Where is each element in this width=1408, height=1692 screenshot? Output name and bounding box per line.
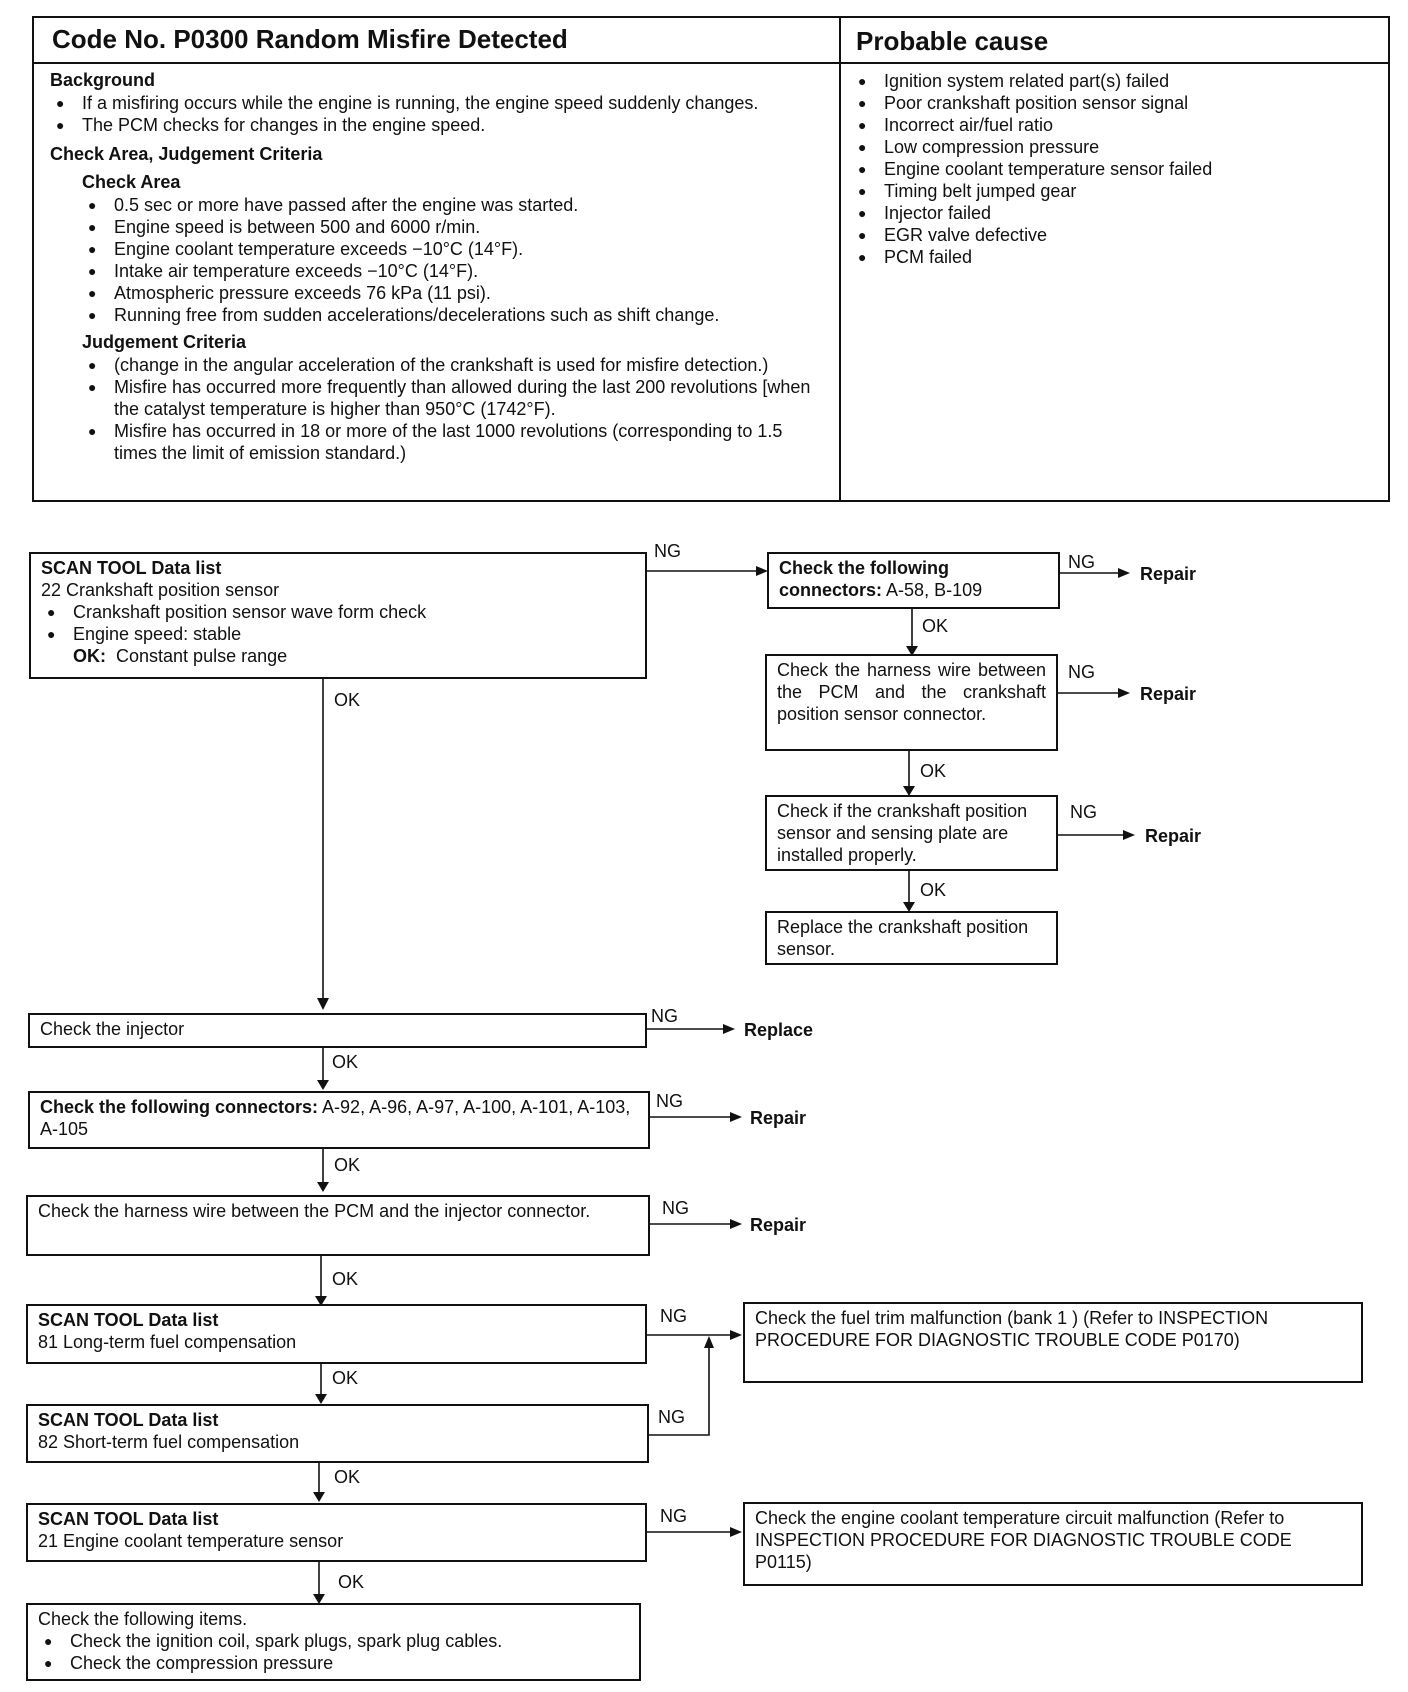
cause-item: ● Incorrect air/fuel ratio [852,114,1372,136]
arrowhead [315,1394,327,1404]
box-text: Check the engine coolant temperature circuit malfunction (Refer to INSPECTION PROCEDURE FOR DIAGNOSTIC TROUBLE CODE P0115) [755,1508,1292,1572]
ng-label: NG [662,1198,689,1218]
cause-item: ● EGR valve defective [852,224,1372,246]
arrowhead [317,1080,329,1090]
ok-label: OK [334,1467,361,1487]
ok-label: OK [332,1368,359,1388]
ng-label: NG [656,1091,683,1111]
box-text: Check the harness wire between the PCM and the crankshaft position sensor connector. [777,660,1046,724]
box-title: Check the following connectors: [40,1097,319,1117]
arrowhead [730,1112,742,1122]
box-text: Check the injector [40,1019,185,1039]
box-title: Check the following connectors: [779,558,950,600]
ng-label: NG [651,1006,678,1026]
judgement-item: ● Misfire has occurred more frequently than allowed during the last 200 revolutions [when the catalyst temperature is higher than 950°C (1742°F). [82,376,830,420]
scan-tool-coolant-box [26,1503,647,1562]
ng-label: NG [660,1506,687,1526]
check-bullet: ● Engine speed: stable [41,623,635,645]
final-item: ● Check the compression pressure [38,1652,629,1674]
box-text: Replace the crankshaft position sensor. [777,917,1029,959]
probable-cause-title: Probable cause [856,26,1049,56]
ok-label: OK [332,1269,359,1289]
scan-tool-long-term-box [26,1304,647,1364]
arrowhead [1118,568,1130,578]
ng-label: NG [1068,662,1095,682]
arrowhead [1123,830,1135,840]
judgement-item: ● Misfire has occurred in 18 or more of the last 1000 revolutions (corresponding to 1.5 times the limit of emission standard.) [82,420,830,464]
check-heading: Check Area, Judgement Criteria [50,144,323,164]
data-item: 81 Long-term fuel compensation [38,1332,297,1352]
cause-item: ● Low compression pressure [852,136,1372,158]
cause-item: ● Timing belt jumped gear [852,180,1372,202]
box-text: Check if the crankshaft position sensor and sensing plate are installed properly. [777,801,1028,865]
coolant-circuit-box [743,1502,1363,1586]
check-area-item: ● Intake air temperature exceeds −10°C (14°F). [82,260,830,282]
harness-check-box-1 [765,654,1058,751]
injector-check-box [28,1013,647,1048]
cause-item: ● PCM failed [852,246,1372,268]
sensor-install-check-box [765,795,1058,871]
ok-criterion: Constant pulse range [116,646,288,666]
repair-label: Repair [1145,826,1202,846]
fuel-trim-box [743,1302,1363,1383]
box-text: Check the harness wire between the PCM and the injector connector. [38,1201,591,1221]
arrowhead [1118,688,1130,698]
ok-label: OK [922,616,949,636]
check-area-heading: Check Area [82,172,181,192]
repair-label: Repair [750,1108,807,1128]
ng-label: NG [1068,552,1095,572]
judgement-heading: Judgement Criteria [82,332,247,352]
cause-item: ● Ignition system related part(s) failed [852,70,1372,92]
final-item: ● Check the ignition coil, spark plugs, spark plug cables. [38,1630,629,1652]
cause-item: ● Engine coolant temperature sensor failed [852,158,1372,180]
check-area-item: ● Engine speed is between 500 and 6000 r/min. [82,216,830,238]
cause-item: ● Poor crankshaft position sensor signal [852,92,1372,114]
box-title: SCAN TOOL Data list [38,1310,219,1330]
ng-label: NG [660,1306,687,1326]
judgement-item: ● (change in the angular acceleration of the crankshaft is used for misfire detection.) [82,354,830,376]
check-area-item: ● Atmospheric pressure exceeds 76 kPa (11 psi). [82,282,830,304]
ok-label: OK [332,1052,359,1072]
harness-check-box-2 [26,1195,650,1256]
box-text: Check the fuel trim malfunction (bank 1 ) (Refer to INSPECTION PROCEDURE FOR DIAGNOSTIC TROUBLE CODE P0170) [755,1308,1269,1350]
box-title: SCAN TOOL Data list [41,558,222,578]
background-heading: Background [50,70,156,90]
scan-tool-short-term-box [26,1404,649,1463]
code-title: Code No. P0300 Random Misfire Detected [52,24,568,54]
replace-sensor-box [765,911,1058,965]
ng-label: NG [654,541,681,561]
repair-label: Repair [750,1215,807,1235]
check-area-item: ● 0.5 sec or more have passed after the engine was started. [82,194,830,216]
arrowhead [317,998,329,1010]
ok-label: OK [920,880,947,900]
data-item: 22 Crankshaft position sensor [41,580,280,600]
repair-label: Repair [1140,564,1197,584]
ok-label: OK [334,1155,361,1175]
ng-label: NG [658,1407,685,1427]
arrowhead [730,1219,742,1229]
connector-list: A-58, B-109 [886,580,983,600]
repair-label: Repair [1140,684,1197,704]
background-item: ● The PCM checks for changes in the engine speed. [50,114,830,136]
box-title: SCAN TOOL Data list [38,1410,219,1430]
scan-tool-crankshaft-box [29,552,647,679]
check-area-item: ● Engine coolant temperature exceeds −10°C (14°F). [82,238,830,260]
ok-label: OK: [73,646,106,666]
arrowhead [704,1336,714,1348]
ok-label: OK [338,1572,365,1592]
connector-check-box-1 [767,552,1060,609]
ok-label: OK [334,690,361,710]
arrowhead [317,1182,329,1192]
replace-label: Replace [744,1020,814,1040]
data-item: 82 Short-term fuel compensation [38,1432,300,1452]
cause-item: ● Injector failed [852,202,1372,224]
ng-label: NG [1070,802,1097,822]
arrowhead [730,1330,742,1340]
background-item: ● If a misfiring occurs while the engine is running, the engine speed suddenly changes. [50,92,830,114]
arrowhead [723,1024,735,1034]
final-check-box [26,1603,641,1681]
data-item: 21 Engine coolant temperature sensor [38,1531,344,1551]
box-title: Check the following items. [38,1609,248,1629]
arrowhead [313,1492,325,1502]
box-title: SCAN TOOL Data list [38,1509,219,1529]
check-bullet: ● Crankshaft position sensor wave form check [41,601,635,623]
ok-label: OK [920,761,947,781]
connector-list: A-92, A-96, A-97, A-100, A-101, A-103, A-105 [40,1097,631,1139]
connector-check-box-2 [28,1091,650,1149]
arrowhead [730,1527,742,1537]
check-area-item: ● Running free from sudden accelerations/decelerations such as shift change. [82,304,830,326]
